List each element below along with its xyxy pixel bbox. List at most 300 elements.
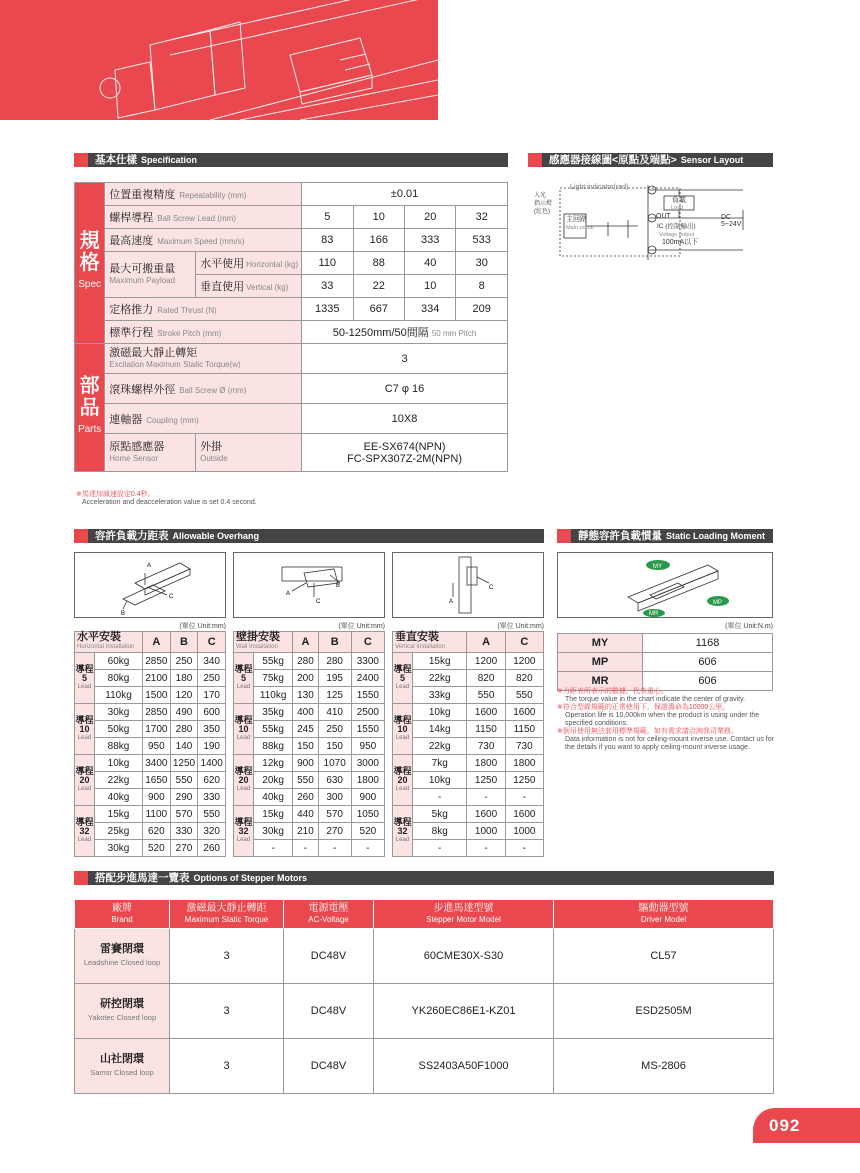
table-cell: 2850 [143, 704, 171, 721]
lead-cell: 導程 5 Lead [234, 653, 254, 704]
spec-label-speed: 最高速度 Maximum Speed (mm/s) [105, 229, 302, 252]
table-row [75, 298, 508, 321]
col-header: B [318, 632, 351, 653]
spec-value: 32 [456, 206, 508, 229]
table-cell: 630 [318, 772, 351, 789]
table-row [558, 653, 773, 672]
table-cell: 260 [293, 789, 318, 806]
table-cell: 250 [170, 653, 198, 670]
spec-value: 1335 [302, 298, 353, 321]
driver-cell: MS-2806 [554, 1039, 774, 1094]
unit-label: (單位 Unit:mm) [497, 623, 544, 630]
spec-note: ※馬達加減速設定0.4秒。 [76, 491, 155, 498]
my-label: MY [653, 564, 662, 570]
spec-value: ±0.01 [302, 183, 508, 206]
section-motors-header: 搭配步進馬達一覽表 Options of Stepper Motors [74, 871, 774, 885]
table-cell: 250 [318, 721, 351, 738]
table-cell: 550 [467, 687, 505, 704]
table-cell: 80kg [95, 670, 143, 687]
section-moment-header: 靜態容許負載慣量 Static Loading Moment [557, 529, 773, 543]
spec-value: 333 [405, 229, 456, 252]
table-cell: 350 [198, 721, 226, 738]
table-cell: 440 [293, 806, 318, 823]
table-cell: 2100 [143, 670, 171, 687]
spec-value: C7 φ 16 [302, 374, 508, 404]
table-cell: 330 [198, 789, 226, 806]
sensor-label: 負載 [672, 197, 686, 204]
brand-cell: 研控閉環 Yakotec Closed loop [75, 984, 170, 1039]
table-cell: 180 [170, 670, 198, 687]
spec-label-outside: 外掛 Outside [196, 434, 302, 472]
table-cell: 1600 [467, 704, 505, 721]
table-cell: 620 [198, 772, 226, 789]
table-cell: 22kg [413, 670, 467, 687]
spec-value: 8 [456, 275, 508, 298]
table-cell: 320 [198, 823, 226, 840]
table-cell: 2500 [351, 704, 384, 721]
table-row [234, 772, 385, 789]
install-type: 垂直安裝 Vertical Installation [393, 632, 467, 653]
install-type: 壁掛安裝 Wall Installation [234, 632, 293, 653]
lead-cell: 導程 10 Lead [75, 704, 95, 755]
table-cell: 5kg [413, 806, 467, 823]
wall-overhang-table [233, 631, 385, 857]
spec-value: 22 [353, 275, 404, 298]
table-cell: 1550 [351, 687, 384, 704]
spec-value: 533 [456, 229, 508, 252]
mr-label: MR [649, 611, 659, 617]
col-header: C [198, 632, 226, 653]
sensor-label: Light indicator(red) [570, 184, 629, 191]
spec-category: 規 格 Spec [75, 183, 105, 344]
table-row [393, 806, 544, 823]
table-cell: 2400 [351, 670, 384, 687]
table-cell: 120 [170, 687, 198, 704]
table-row [558, 634, 773, 653]
table-cell: 25kg [95, 823, 143, 840]
lead-cell: 導程 20 Lead [234, 755, 254, 806]
table-row [75, 755, 226, 772]
table-row [75, 806, 226, 823]
table-cell: 1250 [170, 755, 198, 772]
col-header: A [293, 632, 318, 653]
sensor-wiring-diagram [528, 180, 770, 266]
table-row [75, 344, 508, 374]
table-cell: 550 [170, 772, 198, 789]
table-cell: 600 [198, 704, 226, 721]
table-row [75, 704, 226, 721]
product-illustration [0, 0, 438, 120]
table-row [75, 929, 774, 984]
spec-label-vertical: 垂直使用 Vertical (kg) [196, 275, 302, 298]
spec-value: 3 [302, 344, 508, 374]
note-line: ※符合型錄規範的正常使用下，保證壽命為10000公里。 [557, 704, 730, 711]
driver-cell: CL57 [554, 929, 774, 984]
table-row [393, 704, 544, 721]
table-cell: 30kg [95, 840, 143, 857]
table-row [234, 704, 385, 721]
spec-label-lead: 螺桿導程 Ball Screw Lead (mm) [105, 206, 302, 229]
table-cell: 245 [293, 721, 318, 738]
section-sensor-header: 感應器接線圖<原點及端點> Sensor Layout [528, 153, 773, 167]
table-header-row [393, 632, 544, 653]
spec-value: 30 [456, 252, 508, 275]
table-cell: - [467, 789, 505, 806]
col-header: 步進馬達型號 Stepper Motor Model [374, 900, 554, 929]
spec-label-torque: 激磁最大靜止轉矩 Excitation Maximum Static Torque(w) [105, 344, 302, 374]
lead-cell: 導程 5 Lead [75, 653, 95, 704]
table-cell: - [467, 840, 505, 857]
spec-value: 667 [353, 298, 404, 321]
table-cell: 820 [505, 670, 543, 687]
col-header: C [351, 632, 384, 653]
table-cell: 1400 [198, 755, 226, 772]
model-cell: SS2403A50F1000 [374, 1039, 554, 1094]
note-line: ※力距表所表示的數據，代表重心。 [557, 688, 668, 695]
spec-value: 5 [302, 206, 353, 229]
table-cell: 900 [351, 789, 384, 806]
table-row [234, 670, 385, 687]
sensor-label: Voltage output [659, 232, 695, 238]
hero-banner [0, 0, 438, 120]
table-cell: - [254, 840, 293, 857]
svg-text:C: C [169, 594, 174, 600]
table-row [234, 789, 385, 806]
svg-text:A: A [286, 591, 291, 597]
page-number: 092 [753, 1108, 860, 1143]
table-cell: - [351, 840, 384, 857]
unit-label: (單位 Unit:N.m) [725, 623, 773, 630]
motors-table [74, 899, 774, 1094]
table-row [75, 206, 508, 229]
table-cell: 190 [198, 738, 226, 755]
sensor-label: Load [671, 205, 684, 211]
table-cell: 1700 [143, 721, 171, 738]
table-cell: 1550 [351, 721, 384, 738]
table-cell: 10kg [413, 772, 467, 789]
table-row [75, 840, 226, 857]
spec-value: 334 [405, 298, 456, 321]
table-row [393, 755, 544, 772]
lead-cell: 導程 10 Lead [234, 704, 254, 755]
table-cell: 270 [170, 840, 198, 857]
col-header: A [143, 632, 171, 653]
table-cell: 170 [198, 687, 226, 704]
moment-diagram [557, 552, 773, 618]
table-cell: 950 [143, 738, 171, 755]
table-cell: 550 [198, 806, 226, 823]
table-row [393, 653, 544, 670]
spec-label-screw: 滾珠螺桿外徑 Ball Screw Ø (mm) [105, 374, 302, 404]
sensor-label: IC (控制輸出) [657, 223, 696, 230]
table-cell: 1800 [351, 772, 384, 789]
table-cell: 10kg [95, 755, 143, 772]
table-cell: 400 [293, 704, 318, 721]
moment-key: MP [558, 653, 643, 672]
voltage-cell: DC48V [284, 929, 374, 984]
table-cell: 55kg [254, 721, 293, 738]
sensor-label: OUT [656, 213, 671, 220]
lead-cell: 導程 32 Lead [234, 806, 254, 857]
table-cell: 1800 [505, 755, 543, 772]
spec-label-stroke: 標準行程 Stroke Pitch (mm) [105, 321, 302, 344]
table-cell: 730 [505, 738, 543, 755]
table-cell: 300 [318, 789, 351, 806]
spec-label-payload: 最大可搬重量 Maximum Payload [105, 252, 196, 298]
sensor-label: DC [721, 214, 732, 221]
table-cell: 200 [293, 670, 318, 687]
driver-cell: ESD2505M [554, 984, 774, 1039]
torque-cell: 3 [170, 984, 284, 1039]
table-cell: 290 [170, 789, 198, 806]
voltage-cell: DC48V [284, 1039, 374, 1094]
svg-text:B: B [336, 583, 341, 589]
sensor-label: 100mA以下 [662, 239, 699, 246]
table-cell: 3300 [351, 653, 384, 670]
moment-value: 606 [643, 653, 773, 672]
table-cell: 195 [318, 670, 351, 687]
table-row [75, 823, 226, 840]
table-cell: 1250 [505, 772, 543, 789]
spec-label-thrust: 定格推力 Rated Thrust (N) [105, 298, 302, 321]
table-cell: 250 [198, 670, 226, 687]
note-line: Operation life is 10,000km when the product is using under the specified conditions. [565, 712, 760, 727]
table-cell: 950 [351, 738, 384, 755]
parts-category: 部 品 Parts [75, 344, 105, 472]
table-row [75, 1039, 774, 1094]
lead-cell: 導程 32 Lead [393, 806, 413, 857]
table-cell: 340 [198, 653, 226, 670]
table-row [234, 806, 385, 823]
sensor-label: 入光 指示燈 (紅色) [534, 193, 553, 215]
table-cell: 55kg [254, 653, 293, 670]
table-row [393, 721, 544, 738]
model-cell: 60CME30X-S30 [374, 929, 554, 984]
table-row [75, 738, 226, 755]
spec-value: 33 [302, 275, 353, 298]
table-cell: 1150 [467, 721, 505, 738]
svg-text:A: A [147, 563, 152, 569]
table-row [234, 823, 385, 840]
table-cell: 140 [170, 738, 198, 755]
table-cell: 730 [467, 738, 505, 755]
table-cell: 125 [318, 687, 351, 704]
table-cell: 1050 [351, 806, 384, 823]
table-cell: 33kg [413, 687, 467, 704]
table-cell: 410 [318, 704, 351, 721]
unit-label: (單位 Unit:mm) [338, 623, 385, 630]
table-cell: 60kg [95, 653, 143, 670]
table-header-row [75, 632, 226, 653]
table-cell: 1070 [318, 755, 351, 772]
col-header: C [505, 632, 543, 653]
table-row [393, 823, 544, 840]
table-cell: 330 [170, 823, 198, 840]
table-row [75, 434, 508, 472]
spec-value: 209 [456, 298, 508, 321]
table-row [75, 229, 508, 252]
table-cell: 550 [505, 687, 543, 704]
spec-value: 88 [353, 252, 404, 275]
table-cell: 10kg [413, 704, 467, 721]
sensor-label: 主回路 [566, 216, 587, 223]
table-cell: 20kg [254, 772, 293, 789]
table-row [75, 687, 226, 704]
table-row [393, 840, 544, 857]
spec-label-sensor: 原點感應器 Home Sensor [105, 434, 196, 472]
table-row [75, 374, 508, 404]
table-cell: 550 [293, 772, 318, 789]
table-cell: - [293, 840, 318, 857]
lead-cell: 導程 20 Lead [393, 755, 413, 806]
table-cell: 1600 [467, 806, 505, 823]
table-cell: 15kg [95, 806, 143, 823]
table-cell: 520 [143, 840, 171, 857]
spec-label-horizontal: 水平使用 Horizontal (kg) [196, 252, 302, 275]
voltage-cell: DC48V [284, 984, 374, 1039]
mp-label: MP [713, 600, 722, 606]
table-cell: 30kg [95, 704, 143, 721]
table-cell: - [318, 840, 351, 857]
col-header: 電源電壓 AC-Voltage [284, 900, 374, 929]
table-cell: 15kg [413, 653, 467, 670]
sensor-label: 5~24V [721, 221, 742, 228]
spec-value: 20 [405, 206, 456, 229]
spec-value: EE-SX674(NPN) FC-SPX307Z-2M(NPN) [302, 434, 508, 472]
note-line: Data information is not for ceiling-mount inverse use. Contact us for the details if you want to apply ceiling-mount inverse usage. [565, 736, 774, 751]
torque-cell: 3 [170, 1039, 284, 1094]
table-cell: 22kg [95, 772, 143, 789]
table-cell: 570 [170, 806, 198, 823]
svg-text:A: A [449, 599, 454, 605]
table-cell: 1200 [467, 653, 505, 670]
table-cell: 22kg [413, 738, 467, 755]
svg-text:C: C [316, 599, 321, 605]
table-cell: 110kg [254, 687, 293, 704]
lead-cell: 導程 20 Lead [75, 755, 95, 806]
svg-text:C: C [489, 585, 494, 591]
moment-key: MY [558, 634, 643, 653]
table-cell: - [413, 840, 467, 857]
table-row [234, 755, 385, 772]
model-cell: YK260EC86E1-KZ01 [374, 984, 554, 1039]
table-cell: 260 [198, 840, 226, 857]
table-header-row [75, 900, 774, 929]
sensor-label: Main circuit [566, 225, 594, 231]
spec-value: 50-1250mm/50間隔 50 mm Pitch [302, 321, 508, 344]
table-cell: - [413, 789, 467, 806]
table-cell: 3400 [143, 755, 171, 772]
table-cell: 280 [293, 653, 318, 670]
spec-value: 110 [302, 252, 353, 275]
table-cell: 210 [293, 823, 318, 840]
table-cell: 900 [143, 789, 171, 806]
table-cell: 1600 [505, 806, 543, 823]
spec-label-repeatability: 位置重複精度 Repeatability (mm) [105, 183, 302, 206]
table-row [393, 670, 544, 687]
table-cell: 8kg [413, 823, 467, 840]
spec-value: 10 [405, 275, 456, 298]
table-cell: 110kg [95, 687, 143, 704]
table-cell: 280 [318, 653, 351, 670]
moment-key: MR [558, 672, 643, 691]
vertical-overhang-table [392, 631, 544, 857]
table-cell: 570 [318, 806, 351, 823]
table-cell: 1650 [143, 772, 171, 789]
table-cell: 12kg [254, 755, 293, 772]
table-cell: 270 [318, 823, 351, 840]
table-cell: 1000 [467, 823, 505, 840]
table-cell: 88kg [95, 738, 143, 755]
table-cell: 150 [318, 738, 351, 755]
table-row [75, 653, 226, 670]
table-row [234, 687, 385, 704]
table-cell: 2850 [143, 653, 171, 670]
table-cell: 3000 [351, 755, 384, 772]
table-row [234, 738, 385, 755]
horizontal-install-diagram [74, 552, 226, 618]
table-cell: 900 [293, 755, 318, 772]
moment-table [557, 633, 773, 691]
table-cell: - [505, 840, 543, 857]
col-header: 廠牌 Brand [75, 900, 170, 929]
table-cell: 50kg [95, 721, 143, 738]
table-cell: 40kg [254, 789, 293, 806]
table-cell: 620 [143, 823, 171, 840]
table-cell: 1500 [143, 687, 171, 704]
moment-notes [557, 688, 777, 752]
table-cell: 1150 [505, 721, 543, 738]
moment-value: 606 [643, 672, 773, 691]
table-cell: 150 [293, 738, 318, 755]
table-row [393, 789, 544, 806]
brand-cell: 山社閉環 Samsr Closed loop [75, 1039, 170, 1094]
table-header-row [234, 632, 385, 653]
table-row [234, 721, 385, 738]
col-header: 驅動器型號 Driver Model [554, 900, 774, 929]
col-header: B [170, 632, 198, 653]
table-cell: 15kg [254, 806, 293, 823]
brand-cell: 雷賽閉環 Leadshine Closed loop [75, 929, 170, 984]
table-cell: - [505, 789, 543, 806]
table-row [75, 789, 226, 806]
table-cell: 14kg [413, 721, 467, 738]
spec-value: 40 [405, 252, 456, 275]
vertical-install-diagram [392, 552, 544, 618]
wall-install-diagram [233, 552, 385, 618]
table-row [393, 738, 544, 755]
col-header: A [467, 632, 505, 653]
section-spec-header: 基本仕樣 Specification [74, 153, 508, 167]
table-row [75, 772, 226, 789]
section-overhang-header: 容許負載力距表 Allowable Overhang [74, 529, 544, 543]
install-type: 水平安裝 Horizontal Installation [75, 632, 143, 653]
table-row [75, 321, 508, 344]
table-row [393, 687, 544, 704]
table-cell: 35kg [254, 704, 293, 721]
table-cell: 490 [170, 704, 198, 721]
table-cell: 520 [351, 823, 384, 840]
table-row [234, 653, 385, 670]
table-cell: 30kg [254, 823, 293, 840]
table-cell: 40kg [95, 789, 143, 806]
table-cell: 1600 [505, 704, 543, 721]
spec-value: 83 [302, 229, 353, 252]
spec-note-en: Acceleration and deacceleration value is set 0.4 second. [82, 499, 257, 506]
lead-cell: 導程 32 Lead [75, 806, 95, 857]
horizontal-overhang-table [74, 631, 226, 857]
table-cell: 75kg [254, 670, 293, 687]
